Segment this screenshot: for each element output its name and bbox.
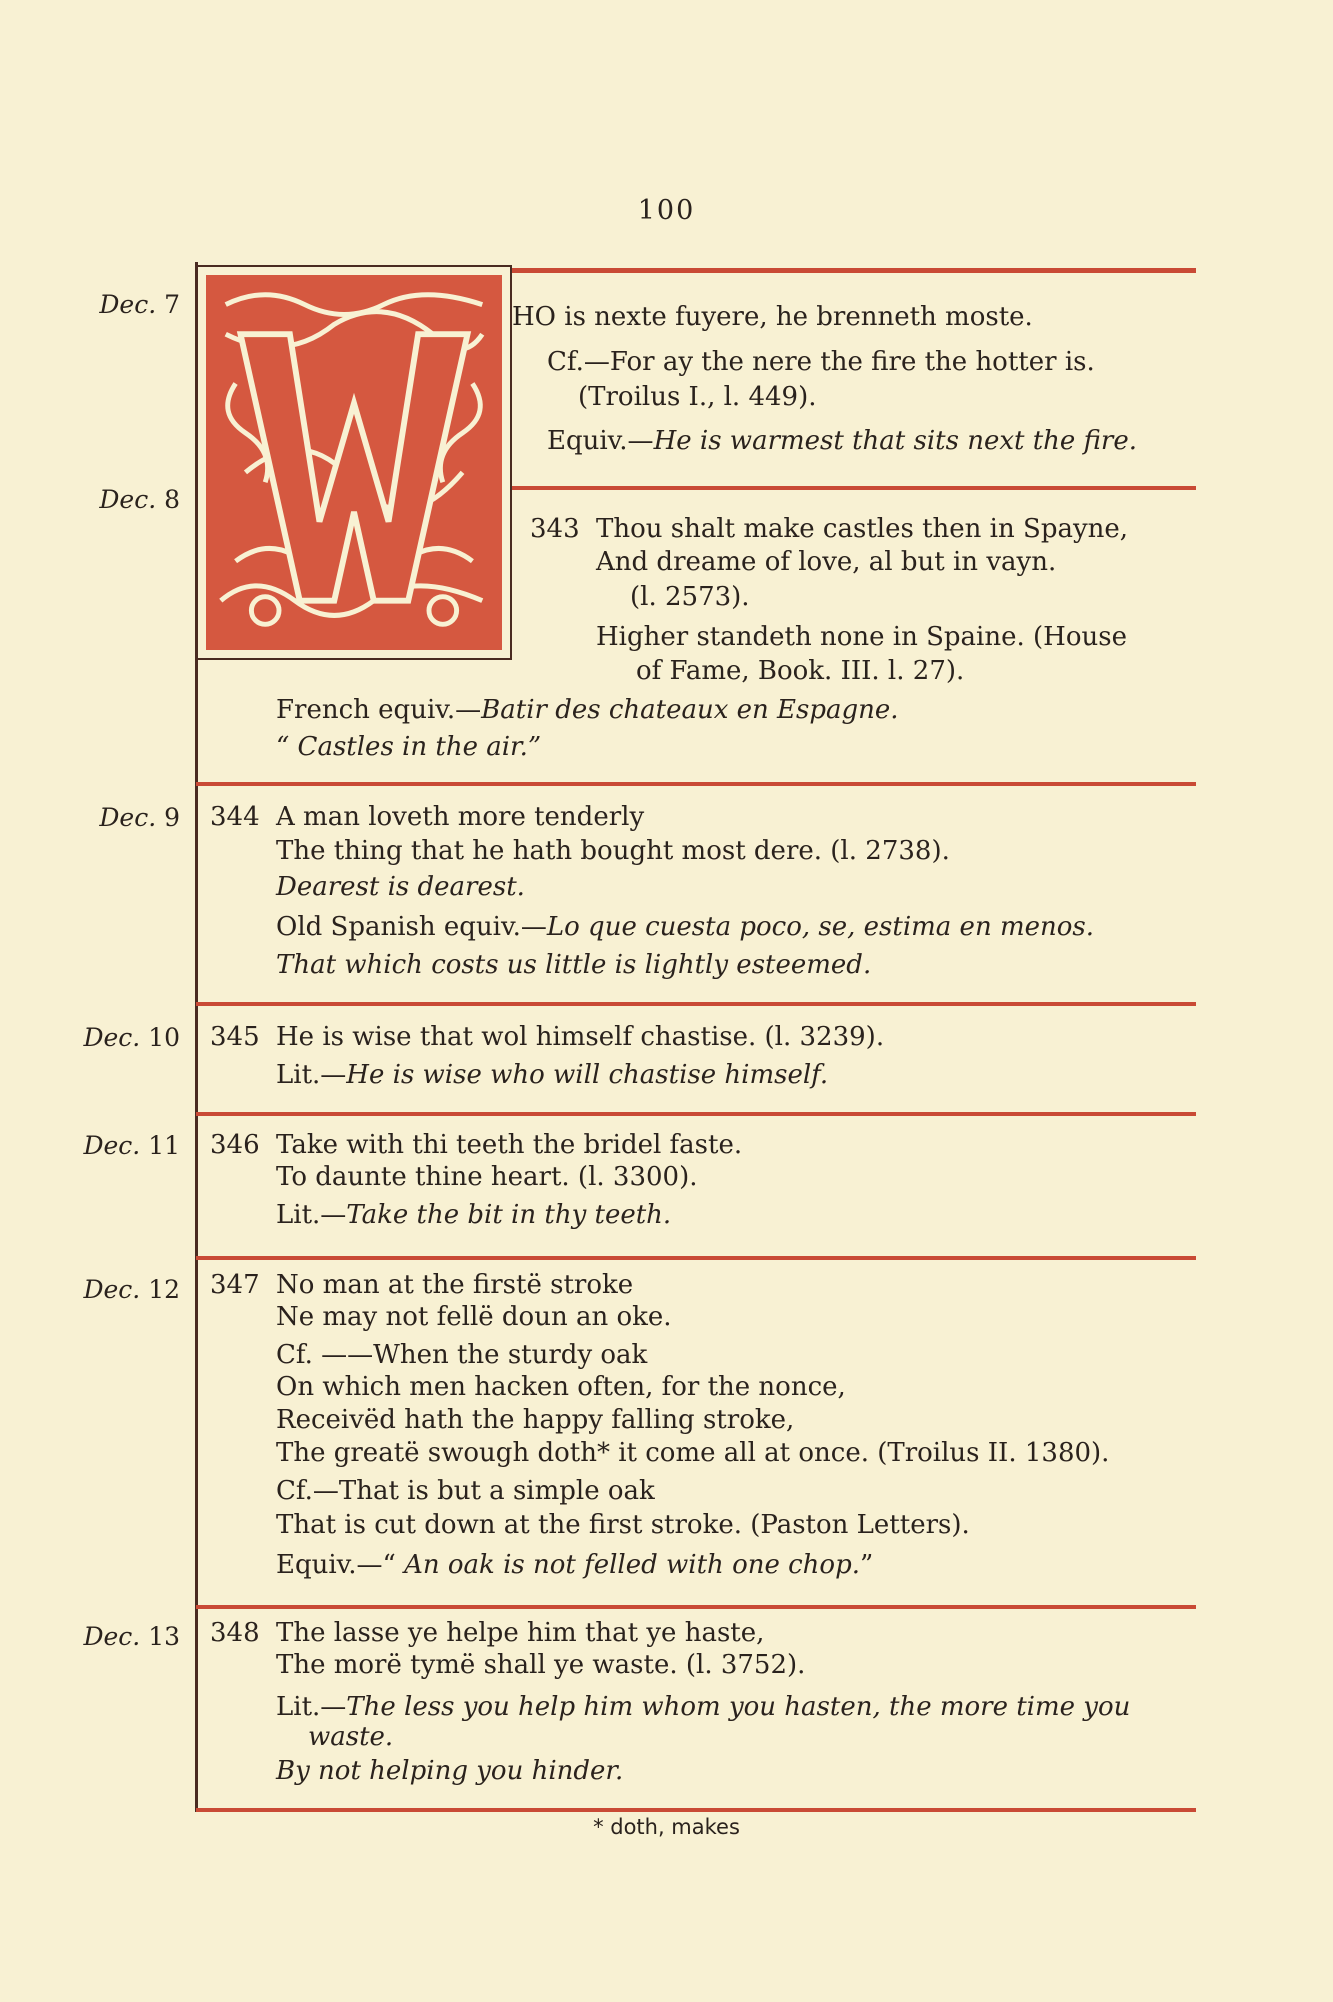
entry-347-line5: Receivëd hath the happy falling stroke, — [276, 1405, 795, 1435]
rule-before-346 — [196, 1112, 1196, 1116]
entry-343-ref: (l. 2573). — [630, 582, 750, 612]
entry-346-lit: Lit.—Take the bit in thy teeth. — [276, 1200, 672, 1230]
date-dec-11: Dec. 11 — [83, 1131, 180, 1160]
entry-342-cf-ref: (Troilus I., l. 449). — [578, 382, 817, 412]
entry-347-line7: Cf.—That is but a simple oak — [276, 1476, 655, 1506]
entry-344-line3: Dearest is dearest. — [276, 872, 525, 902]
entry-347-line3: Cf. ——When the sturdy oak — [276, 1340, 648, 1370]
entry-344-spanish: Old Spanish equiv.—Lo que cuesta poco, se, estima en menos. — [276, 912, 1095, 942]
entry-348-lit: Lit.—The less you help him whom you hasten, the more time you — [276, 1692, 1131, 1722]
entry-343-french: French equiv.—Batir des chateaux en Espagne. — [276, 695, 899, 725]
rule-between-342-343 — [510, 486, 1196, 490]
entry-347-equiv: Equiv.—“ An oak is not felled with one chop.” — [276, 1550, 874, 1580]
date-dec-10: Dec. 10 — [83, 1023, 180, 1052]
page-number: 100 — [637, 195, 696, 226]
entry-348-line1: 348 The lasse ye helpe him that ye haste, — [210, 1618, 765, 1648]
entry-342-equiv: Equiv.—He is warmest that sits next the fire. — [547, 426, 1137, 456]
rule-before-348 — [196, 1605, 1196, 1609]
entry-346-line1: 346 Take with thi teeth the bridel faste. — [210, 1130, 743, 1160]
entry-347-line1: 347 No man at the firstë stroke — [210, 1270, 634, 1300]
rule-before-345 — [196, 1002, 1196, 1006]
entry-347-line4: On which men hacken often, for the nonce, — [276, 1372, 846, 1402]
date-dec-12: Dec. 12 — [83, 1275, 180, 1304]
date-dec-8: Dec. 8 — [99, 485, 180, 514]
entry-347-line6: The greatë swough doth* it come all at once. (Troilus II. 1380). — [276, 1438, 1110, 1468]
entry-344-line5: That which costs us little is lightly esteemed. — [276, 950, 872, 980]
entry-345-line1: 345 He is wise that wol himself chastise. (l. 3239). — [210, 1022, 885, 1052]
entry-348-lit2: waste. — [308, 1722, 394, 1752]
rule-before-347 — [196, 1256, 1196, 1260]
entry-344-line2: The thing that he hath bought most dere. (l. 2738). — [276, 836, 950, 866]
entry-342-cf: Cf.—For ay the nere the fire the hotter is. — [547, 347, 1095, 377]
date-dec-9: Dec. 9 — [99, 803, 180, 832]
entry-343-line3: Higher standeth none in Spaine. (House — [596, 622, 1127, 652]
rule-before-344 — [196, 782, 1196, 786]
entry-344-line1: 344 A man loveth more tenderly — [210, 802, 645, 832]
entry-343-line1: 343 Thou shalt make castles then in Spayne, — [530, 514, 1129, 544]
initial-letter-ornament — [206, 275, 502, 650]
entry-346-line2: To daunte thine heart. (l. 3300). — [276, 1162, 698, 1192]
entry-347-line8: That is cut down at the first stroke. (Paston Letters). — [276, 1510, 970, 1540]
top-rule — [510, 268, 1196, 273]
entry-345-lit: Lit.—He is wise who will chastise himself. — [276, 1060, 829, 1090]
entry-343-line2: And dreame of love, al but in vayn. — [596, 547, 1057, 577]
date-dec-13: Dec. 13 — [83, 1622, 180, 1651]
footnote: * doth, makes — [593, 1815, 740, 1839]
entry-343-line4: of Fame, Book. III. l. 27). — [636, 656, 965, 686]
entry-343-castles: “ Castles in the air.” — [276, 732, 542, 762]
initial-w-ornament — [206, 275, 502, 650]
bottom-rule — [196, 1808, 1196, 1812]
entry-347-line2: Ne may not fellë doun an oke. — [276, 1302, 672, 1332]
date-dec-7: Dec. 7 — [99, 290, 180, 319]
entry-342-line1: HO is nexte fuyere, he brenneth moste. — [512, 302, 1033, 332]
decorated-initial — [196, 265, 512, 660]
entry-348-line2: The morë tymë shall ye waste. (l. 3752). — [276, 1650, 806, 1680]
entry-348-line5: By not helping you hinder. — [276, 1756, 624, 1786]
